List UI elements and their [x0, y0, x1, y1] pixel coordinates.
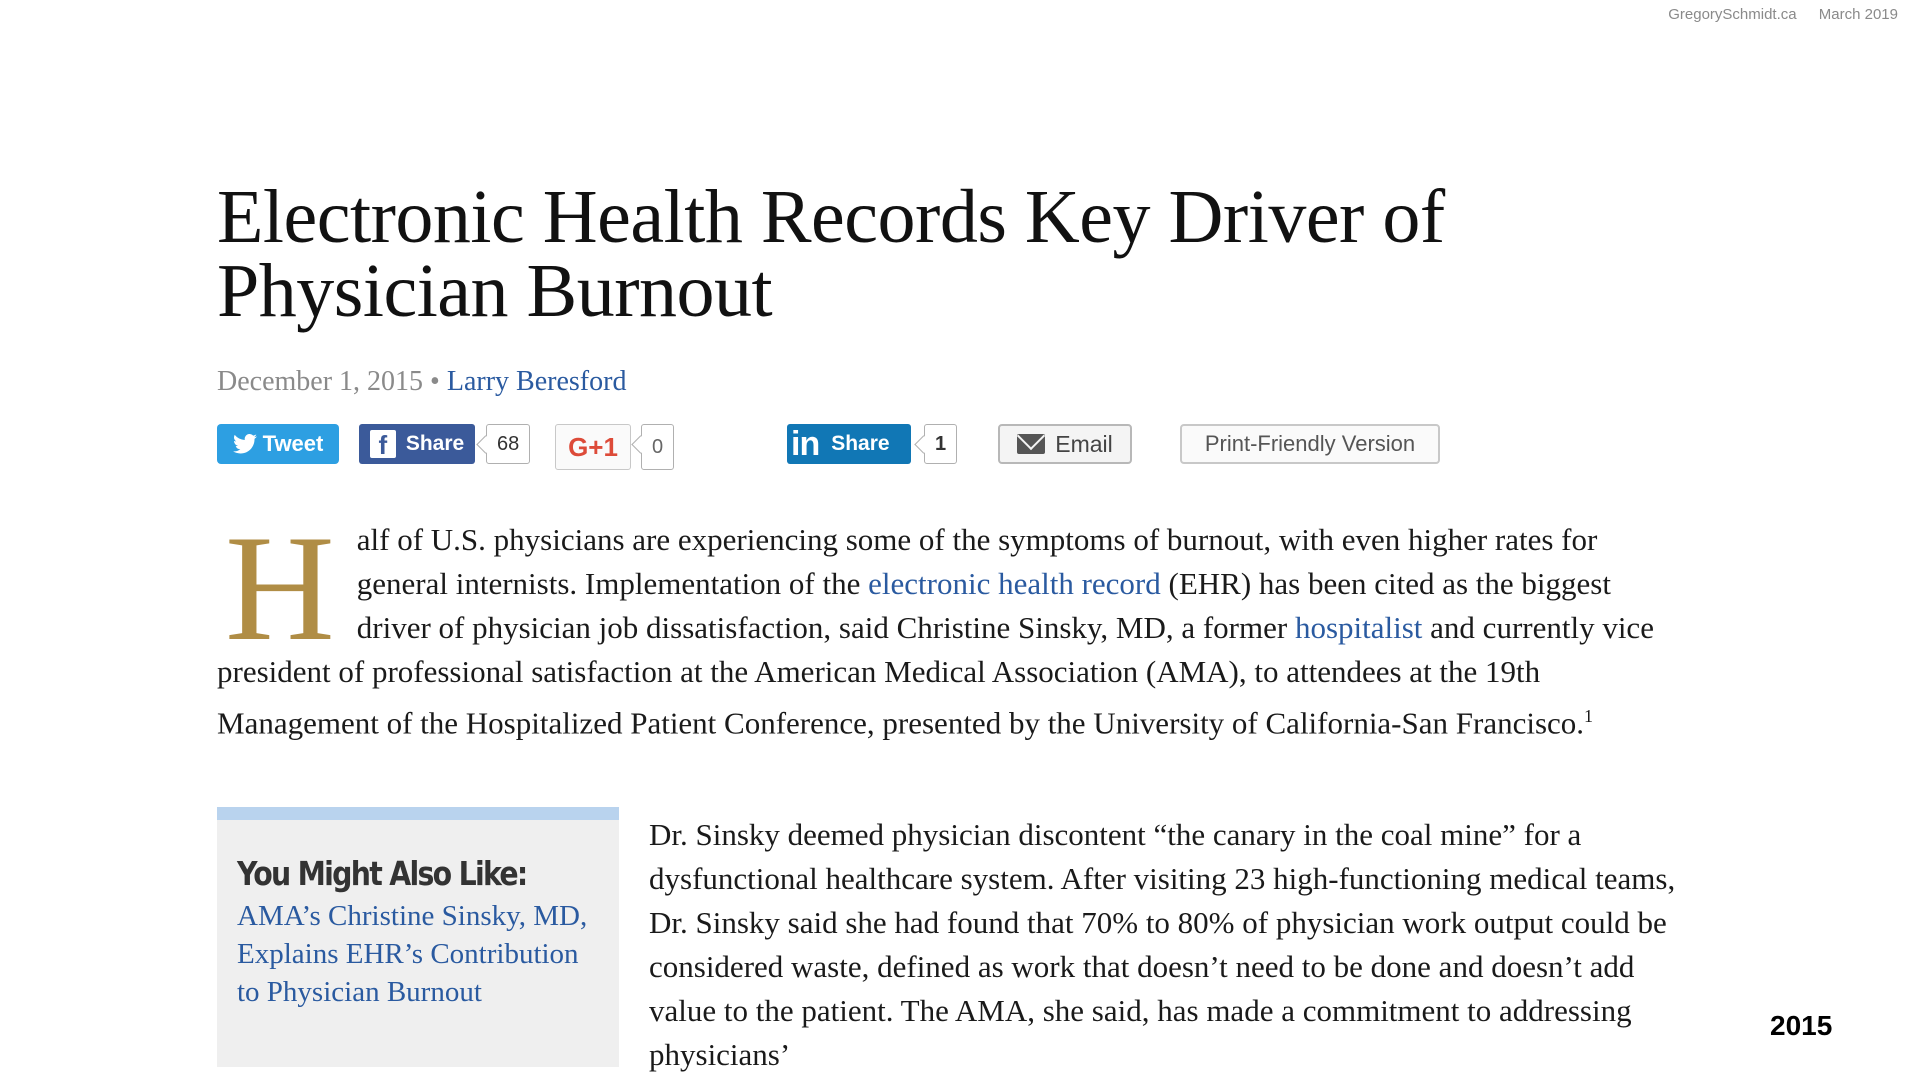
- facebook-share-button[interactable]: [359, 424, 475, 464]
- year-label: 2015: [1770, 1010, 1833, 1041]
- hospitalist-link[interactable]: hospitalist: [1294, 610, 1423, 645]
- google-plus-count: 0: [641, 424, 674, 470]
- body-paragraph: Dr. Sinsky deemed physician discontent “the canary in the coal mine” for a dysfunctional healthcare system. After visiting 23 high-functioning medical teams, Dr. Sinsky said she had found that 70% to 80% of physician work output could be considered waste, defined as work that doesn’t need to be done and doesn’t add value to the patient. The AMA, she said, has made a commitment to addressing physicians’: [649, 817, 1676, 1073]
- envelope-icon: [1017, 434, 1045, 454]
- related-article-link[interactable]: AMA’s Christine Sinsky, MD, Explains EHR’s Contribution to Physician Burnout: [237, 900, 588, 1009]
- intro-text-2: (EHR) has been cited as the biggest driver of physician job dissatisfaction, said Christine Sinsky, MD, a former: [356, 566, 1611, 645]
- linkedin-share-count: 1: [924, 424, 957, 464]
- twitter-bird-icon: [233, 434, 257, 454]
- slide-header: [1650, 6, 1898, 23]
- print-friendly-button[interactable]: Print-Friendly Version: [1180, 424, 1440, 464]
- author-link[interactable]: Larry Beresford: [446, 366, 627, 397]
- tweet-label: Tweet: [262, 431, 324, 456]
- article-title: Electronic Health Records Key Driver of Physician Burnout: [217, 175, 1445, 333]
- intro-text-1: alf of U.S. physicians are experiencing some of the symptoms of burnout, with even higher rates for general internists. Implementation of the: [356, 522, 1598, 601]
- byline: [217, 366, 1697, 398]
- linkedin-icon: in: [791, 424, 820, 463]
- tweet-button[interactable]: [217, 424, 339, 464]
- intro-paragraph: [217, 504, 1687, 745]
- site-name: GregorySchmidt.ca: [1668, 6, 1797, 23]
- facebook-share-label: Share: [405, 432, 465, 455]
- linkedin-share-label: Share: [831, 432, 890, 455]
- email-button[interactable]: [998, 424, 1132, 464]
- facebook-icon: f: [370, 430, 396, 458]
- google-plus-button[interactable]: G+1: [555, 424, 631, 470]
- linkedin-share-button[interactable]: [787, 424, 911, 464]
- drop-cap: H: [225, 504, 335, 672]
- related-sidebar: [217, 807, 619, 1067]
- email-label: Email: [1055, 430, 1113, 457]
- publish-date: December 1, 2015: [217, 366, 424, 397]
- sidebar-heading: You Might Also Like:: [237, 854, 527, 894]
- lower-section: [217, 807, 1697, 1077]
- byline-separator: •: [430, 366, 440, 397]
- slide-date: March 2019: [1818, 6, 1898, 23]
- share-bar: [217, 424, 1697, 474]
- article: [217, 175, 1697, 1077]
- ehr-link[interactable]: electronic health record: [868, 566, 1161, 601]
- facebook-share-count: 68: [486, 424, 530, 464]
- intro-text-3: and currently vice president of professional satisfaction at the American Medical Association (AMA), to attendees at the 19th Management of the Hospitalized Patient Conference, presented by the University of California-San Francisco.: [217, 610, 1654, 741]
- footnote-ref[interactable]: 1: [1584, 706, 1594, 726]
